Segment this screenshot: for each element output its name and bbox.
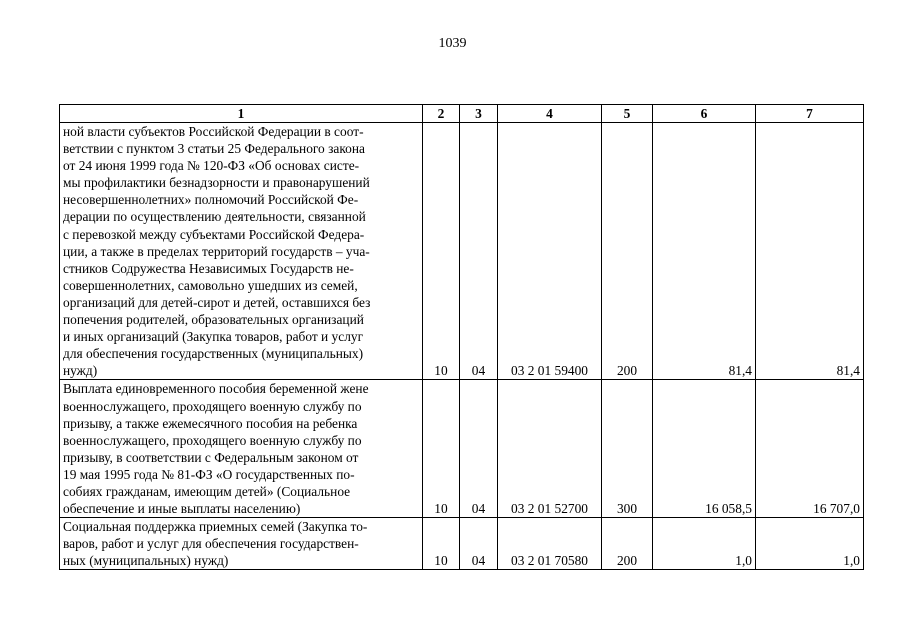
row-description <box>60 380 423 518</box>
table-header-row <box>60 105 864 123</box>
text-line: для обеспечения государственных (муниципальных) <box>63 346 364 362</box>
column-header-amount-year-2: 7 <box>756 105 864 123</box>
budget-table <box>59 104 864 570</box>
text-line: мы профилактики безнадзорности и правонарушений <box>63 175 370 191</box>
text-line: 19 мая 1995 года № 81-ФЗ «О государственных по- <box>63 466 355 482</box>
text-line: обеспечение и иные выплаты населению) <box>63 501 301 517</box>
table-row <box>60 380 864 518</box>
column-header-target-article: 4 <box>498 105 602 123</box>
text-line: варов, работ и услуг для обеспечения государствен- <box>63 536 359 552</box>
cell-expense-type: 200 <box>602 518 653 570</box>
cell-amount-year-2: 1,0 <box>756 518 864 570</box>
text-line: ных (муниципальных) нужд) <box>63 553 229 569</box>
cell-expense-type: 200 <box>602 123 653 380</box>
column-header-description: 1 <box>60 105 423 123</box>
cell-section: 10 <box>423 380 460 518</box>
column-header-expense-type: 5 <box>602 105 653 123</box>
text-line: от 24 июня 1999 года № 120-ФЗ «Об основах систе- <box>63 158 360 174</box>
text-line: ции, а также в пределах территорий государств – уча- <box>63 243 370 259</box>
row-description <box>60 123 423 380</box>
text-line: стников Содружества Независимых Государств не- <box>63 260 354 276</box>
text-line: и иных организаций (Закупка товаров, работ и услуг <box>63 329 364 345</box>
column-header-subsection: 3 <box>460 105 498 123</box>
page-number: 1039 <box>438 36 467 51</box>
cell-expense-type: 300 <box>602 380 653 518</box>
cell-subsection: 04 <box>460 123 498 380</box>
cell-target-article: 03 2 01 70580 <box>498 518 602 570</box>
cell-target-article: 03 2 01 59400 <box>498 123 602 380</box>
table-row <box>60 123 864 380</box>
text-line: ветствии с пунктом 3 статьи 25 Федерального закона <box>63 141 365 157</box>
text-line: призыву, в соответствии с Федеральным законом от <box>63 449 359 465</box>
cell-target-article: 03 2 01 52700 <box>498 380 602 518</box>
text-line: попечения родителей, образовательных организаций <box>63 312 364 328</box>
text-line: Выплата единовременного пособия беременной жене <box>63 381 369 397</box>
cell-amount-year-2: 16 707,0 <box>756 380 864 518</box>
text-line: совершеннолетних, самовольно ушедших из семей, <box>63 277 358 293</box>
column-header-amount-year-1: 6 <box>653 105 756 123</box>
text-line: собиях гражданам, имеющим детей» (Социальное <box>63 483 351 499</box>
text-line: ной власти субъектов Российской Федерации в соот- <box>63 124 364 139</box>
cell-subsection: 04 <box>460 380 498 518</box>
text-line: призыву, а также ежемесячного пособия на ребенка <box>63 415 358 431</box>
cell-section: 10 <box>423 518 460 570</box>
text-line: с перевозкой между субъектами Российской Федера- <box>63 226 365 242</box>
table-row <box>60 518 864 570</box>
text-line: организаций для детей-сирот и детей, оставшихся без <box>63 294 371 310</box>
cell-section: 10 <box>423 123 460 380</box>
cell-amount-year-2: 81,4 <box>756 123 864 380</box>
column-header-section: 2 <box>423 105 460 123</box>
text-line: Социальная поддержка приемных семей (Закупка то- <box>63 519 368 535</box>
text-line: военнослужащего, проходящего военную службу по <box>63 432 362 448</box>
cell-amount-year-1: 16 058,5 <box>653 380 756 518</box>
text-line: несовершеннолетних» полномочий Российской Фе- <box>63 192 359 208</box>
cell-amount-year-1: 1,0 <box>653 518 756 570</box>
text-line: дерации по осуществлению деятельности, связанной <box>63 209 366 225</box>
cell-subsection: 04 <box>460 518 498 570</box>
cell-amount-year-1: 81,4 <box>653 123 756 380</box>
text-line: нужд) <box>63 363 98 379</box>
row-description <box>60 518 423 570</box>
text-line: военнослужащего, проходящего военную службу по <box>63 398 362 414</box>
